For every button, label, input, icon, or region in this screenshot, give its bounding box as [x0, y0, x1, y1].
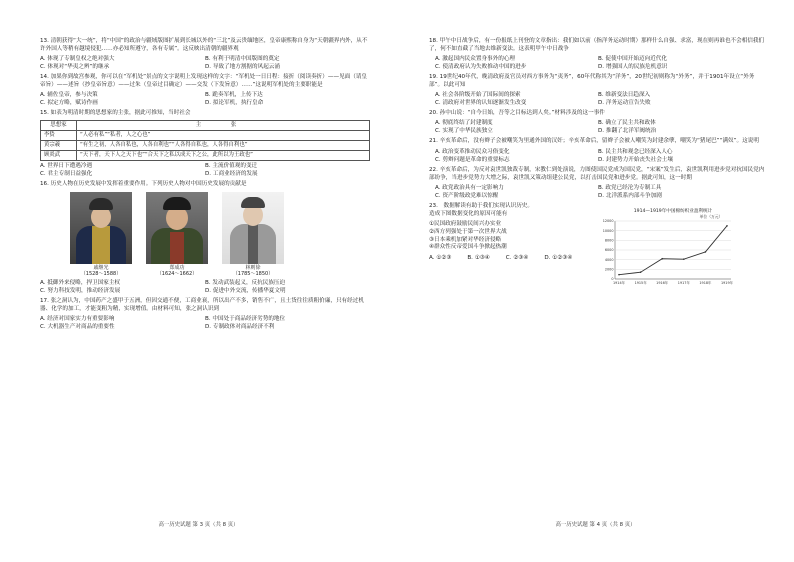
question-15-options — [40, 163, 370, 179]
question-13-stem: 13. 清朝获得“大一统”，将“中国”的政治与疆域版图扩展到长城以外的“三北”及云贵缅地区，皇帝康熙称自身为“天朝疆界内外，从不许外国人等稍有越境侵犯……亦必知所遵守，各有专属”。这反映出清朝的疆界观 — [40, 38, 368, 52]
q14-option-d[interactable]: D. 拟论军机，执行皇命 — [205, 100, 264, 107]
portrait-zheng-chenggong — [146, 192, 208, 277]
question-17 — [40, 298, 370, 332]
question-14-options — [40, 92, 370, 108]
q15-option-b[interactable]: B. 主流价值观的变迁 — [205, 162, 258, 169]
question-14-stem: 14. 加果你到故宫参观，你可以在“军机处”景点的文字说明上发现这样的文字：“军机处一日日程：接折（阅读奏折）——见面（请皇帝旨）——述旨（抄皇帝旨意）——过朱（皇帝过目确定）——交发（下发旨意）……”这说明军机处的主要职能是 — [40, 74, 368, 89]
portrait-image — [146, 192, 208, 264]
chart-x-tick-label: 1916年 — [656, 280, 669, 285]
page-3-column — [40, 38, 370, 334]
question-20 — [429, 110, 767, 136]
q13-option-c[interactable]: C. 体现对“华夷之辨”的继承 — [40, 64, 110, 70]
chart-x-tick-label: 1915年 — [634, 280, 647, 285]
q22-option-a[interactable]: A. 政党政治具有一定影响力 — [435, 184, 504, 191]
question-15 — [40, 110, 370, 178]
question-19 — [429, 74, 767, 108]
page-4-footer: 高一历史试题 第 4 页（共 8 页） — [555, 522, 636, 528]
portrait-years: （1624～1662） — [156, 270, 198, 277]
question-16-stem: 16. 历史人物在历史发展中发挥着重要作用。下列历史人物对中国历史发展的贡献是 — [40, 180, 247, 187]
chart-point — [618, 274, 620, 276]
q21-option-d[interactable]: D. 封建势力开始丧失社会土壤 — [598, 156, 673, 163]
cotton-profit-chart — [589, 205, 737, 291]
chart-series-line — [619, 226, 727, 275]
thinker-claim: “有生之初，人各自私也，人各自利也”“人各得自私也，人各得自利也” — [77, 141, 370, 151]
portrait-row — [70, 192, 370, 277]
q19-option-d[interactable]: D. 洋务运动宣告失败 — [598, 100, 651, 107]
chart-y-tick-label: 8000 — [604, 238, 614, 243]
question-21-options — [429, 149, 767, 165]
q20-option-d[interactable]: D. 推翻了北洋军阀统治 — [598, 128, 657, 135]
q23-option-c[interactable]: C. ②③④ — [505, 255, 529, 262]
chart-y-tick-label: 12000 — [602, 218, 614, 223]
q23-option-d[interactable]: D. ①②③④ — [544, 255, 573, 262]
q23-option-a[interactable]: A. ①②③ — [429, 255, 452, 262]
portrait-caption — [146, 265, 208, 277]
q19-option-b[interactable]: B. 维新变法日趋深入 — [598, 92, 651, 99]
question-18-stem: 18. 甲午中日战争后，有一份报纸上刊登的文章指出：我们如以前（指洋务运动时期）那样什么自强、求富，现在则再谁也不会相信我们了，何不如直截了当地去维新变法。这表明甲午中日战争 — [429, 38, 765, 52]
q22-option-b[interactable]: B. 政党已经沦为专制工具 — [598, 184, 662, 191]
question-13-options — [40, 56, 370, 72]
q15-option-a[interactable]: A. 世界日下遭遇冷遇 — [40, 162, 93, 169]
portrait-image — [70, 192, 132, 264]
question-22-stem: 22. 辛亥革命后，为反对袁世凯独裁专制，宋教仁到处演说，力图使国民党成为国民党，“宋案”发生后，袁世凯利用进步党对抗国民党内部纷争，当进步党势力大增之际，袁世凯又策动组建公民党，以打击国民党和进步党。据此可知，这一时期 — [429, 166, 765, 181]
q22-option-d[interactable]: D. 北洋派系内部斗争加剧 — [598, 192, 662, 199]
portrait-lin-zexu — [222, 192, 284, 277]
table-row — [41, 131, 370, 141]
q14-option-b[interactable]: B. 跪奏军机，上传下达 — [205, 92, 263, 99]
q21-option-a[interactable]: A. 政治变革推动民众习俗变化 — [435, 148, 510, 155]
q18-option-d[interactable]: D. 增强国人的民族危机意识 — [598, 64, 668, 70]
table-row — [41, 141, 370, 151]
question-20-options — [429, 120, 767, 136]
thinker-name: 黄宗羲 — [41, 141, 77, 151]
chart-title: 1914—1919年中国棉纺织业盈利统计 — [633, 208, 713, 214]
page-4-column — [429, 38, 767, 285]
portrait-name: 郑成功 — [169, 264, 185, 271]
q18-option-a[interactable]: A. 激起国内民众置身事外的心理 — [435, 56, 516, 63]
q13-option-d[interactable]: D. 导致了地方割据的风起云涌 — [205, 64, 280, 70]
q19-option-c[interactable]: C. 清政府对世界的认知逐渐发生改变 — [435, 100, 527, 107]
question-13 — [40, 38, 370, 72]
q23-option-b[interactable]: B. ①③④ — [467, 255, 490, 262]
thinker-claim: “人必有私”“私者，人之心也” — [77, 131, 370, 141]
thinkers-table — [40, 120, 370, 160]
table-row — [41, 150, 370, 160]
thinker-name: 李贽 — [41, 131, 77, 141]
question-19-options — [429, 92, 767, 108]
chart-x-ticks — [613, 280, 734, 285]
question-17-options — [40, 316, 370, 332]
q20-option-c[interactable]: C. 实现了中华民族独立 — [435, 128, 493, 135]
question-22-options — [429, 185, 767, 201]
q20-option-a[interactable]: A. 彻底终结了封建制度 — [435, 120, 493, 127]
question-16-options — [40, 280, 370, 296]
q19-option-a[interactable]: A. 社会各阶级开始了国际间的探索 — [435, 92, 521, 99]
q23-item: ②西方列强处于第一次世界大战 — [429, 228, 507, 235]
chart-points — [618, 225, 728, 275]
chart-y-tick-label: 0 — [611, 276, 614, 281]
q23-item: ③日本乘机加紧对华经济侵略 — [429, 236, 502, 243]
header-thinker: 思想家 — [41, 121, 77, 131]
portrait-qi-jiguang — [70, 192, 132, 277]
q13-option-a[interactable]: A. 体现了专制皇权之绝对强大 — [40, 56, 115, 63]
chart-y-label: 单位（万元） — [699, 213, 723, 219]
chart-x-tick-label: 1917年 — [677, 280, 690, 285]
q23-item: ①民国政府鼓励民间兴办实业 — [429, 220, 502, 227]
thinker-name: 顾炎武 — [41, 150, 77, 160]
q16-option-c[interactable]: C. 努力科技发明，推动经济发展 — [40, 287, 121, 294]
chart-point — [705, 251, 707, 253]
q21-option-c[interactable]: C. 剪辫问题是革命的重要标志 — [435, 156, 510, 163]
q20-option-b[interactable]: B. 确立了民主共和政体 — [598, 120, 656, 127]
q16-option-d[interactable]: D. 促进中外交流，传播华夏文明 — [205, 287, 286, 294]
q15-option-d[interactable]: D. 工商业经济的发展 — [205, 170, 258, 177]
q18-option-c[interactable]: C. 使清政府认为失败推动中国的进步 — [435, 64, 527, 70]
question-17-stem: 17. 张之洞认为，中国药产之盛甲于五洲，但因交通不便，工商业衰，所以出产不多，销售不广，且土货往往质粗价廉，只有经过机器、化学的加工，才能变粗为精，实现增值。由材料可知，张之洞认识到 — [40, 297, 364, 312]
chart-point — [661, 258, 663, 260]
thinker-claim: “天下者，天下人之天下也”“合天下之私以成天下之公，此所以为王政也” — [77, 150, 370, 160]
chart-x-tick-label: 1918年 — [699, 280, 712, 285]
thinkers-table-header — [41, 121, 370, 131]
question-20-stem: 20. 孙中山说：“自今日始，吾等之目标达到人矣。”材料涉及的这一事件 — [429, 110, 605, 117]
chart-x-tick-label: 1914年 — [612, 280, 626, 285]
chart-y-tick-label: 4000 — [604, 257, 614, 262]
q21-option-b[interactable]: B. 民主共和观念已经深入人心 — [598, 148, 673, 155]
q15-option-c[interactable]: C. 君主专制日益强化 — [40, 170, 93, 177]
portrait-image — [222, 192, 284, 264]
question-16 — [40, 181, 370, 296]
question-23-stem-b: 造成下图数据变化的原因可能有 — [429, 210, 508, 217]
chart-svg — [589, 205, 737, 291]
q14-option-c[interactable]: C. 拟定方略，赋诗作画 — [40, 100, 98, 107]
q17-option-b[interactable]: B. 中国处于商品经济劣势的地位 — [205, 315, 286, 322]
question-23-items — [429, 221, 579, 253]
page-3-footer: 高一历史试题 第 3 页（共 8 页） — [158, 522, 239, 528]
q18-option-b[interactable]: B. 促使中国开始迈向近代化 — [598, 56, 667, 63]
q13-option-b[interactable]: B. 有利于明清中国版图的奠定 — [205, 56, 280, 63]
question-14 — [40, 74, 370, 108]
portrait-years: （1528～1588） — [80, 270, 122, 277]
chart-y-tick-label: 10000 — [602, 228, 614, 233]
question-21 — [429, 138, 767, 164]
question-18 — [429, 38, 767, 72]
question-18-options — [429, 56, 767, 72]
exam-page-4 — [397, 0, 794, 562]
q16-option-a[interactable]: A. 抵御外来侵略，捍卫国家主权 — [40, 279, 121, 286]
header-claim: 主 张 — [77, 121, 370, 131]
q23-item: ④群众性反帝爱国斗争掀起热潮 — [429, 244, 507, 251]
q16-option-b[interactable]: B. 发动武装起义，反抗民族压迫 — [205, 279, 286, 286]
question-21-stem: 21. 辛亥革命后，没有辫子会被嘲笑为里通外国的汉奸；辛亥革命后，留辫子会被人嘲笑为封建余孽，嘲笑为“猪尾巴”“满奴”。这说明 — [429, 138, 759, 145]
question-19-stem: 19. 19世纪40年代，晚清政府及官员对西方事务为“夷务”，60年代称其为“洋务”，20世纪初则称为“外务”，并于1901年设立“外务部”。以此可知 — [429, 74, 755, 89]
q17-option-c[interactable]: C. 大机器生产对商品的重要性 — [40, 323, 115, 330]
chart-point — [726, 225, 728, 227]
chart-y-tick-label: 2000 — [604, 267, 614, 272]
portrait-years: （1785～1850） — [232, 270, 274, 277]
chart-point — [683, 258, 685, 260]
q17-option-d[interactable]: D. 专制政体对商品经济不利 — [205, 323, 275, 330]
question-22 — [429, 167, 767, 201]
portrait-caption — [222, 265, 284, 277]
chart-point — [640, 271, 642, 273]
question-23 — [429, 202, 767, 285]
q22-option-c[interactable]: C. 资产阶级政党难以惊醒 — [435, 192, 499, 199]
question-23-stem-a: 23. 数据解读有助于我们实现认识历史。 — [429, 202, 533, 209]
q14-option-a[interactable]: A. 辅佐皇帝，参与决策 — [40, 92, 98, 99]
question-15-stem: 15. 如表为明清时期的思想家的主张，据此可推知，当时社会 — [40, 110, 191, 117]
chart-y-tick-label: 6000 — [604, 247, 614, 252]
portrait-name: 戚继光 — [93, 264, 109, 271]
q17-option-a[interactable]: A. 经济对国家实力有重要影响 — [40, 315, 115, 322]
chart-x-tick-label: 1919年 — [720, 280, 734, 285]
chart-y-ticks — [603, 219, 614, 281]
chart-grid — [615, 221, 731, 279]
portrait-caption — [70, 265, 132, 277]
portrait-name: 林则徐 — [245, 264, 261, 271]
